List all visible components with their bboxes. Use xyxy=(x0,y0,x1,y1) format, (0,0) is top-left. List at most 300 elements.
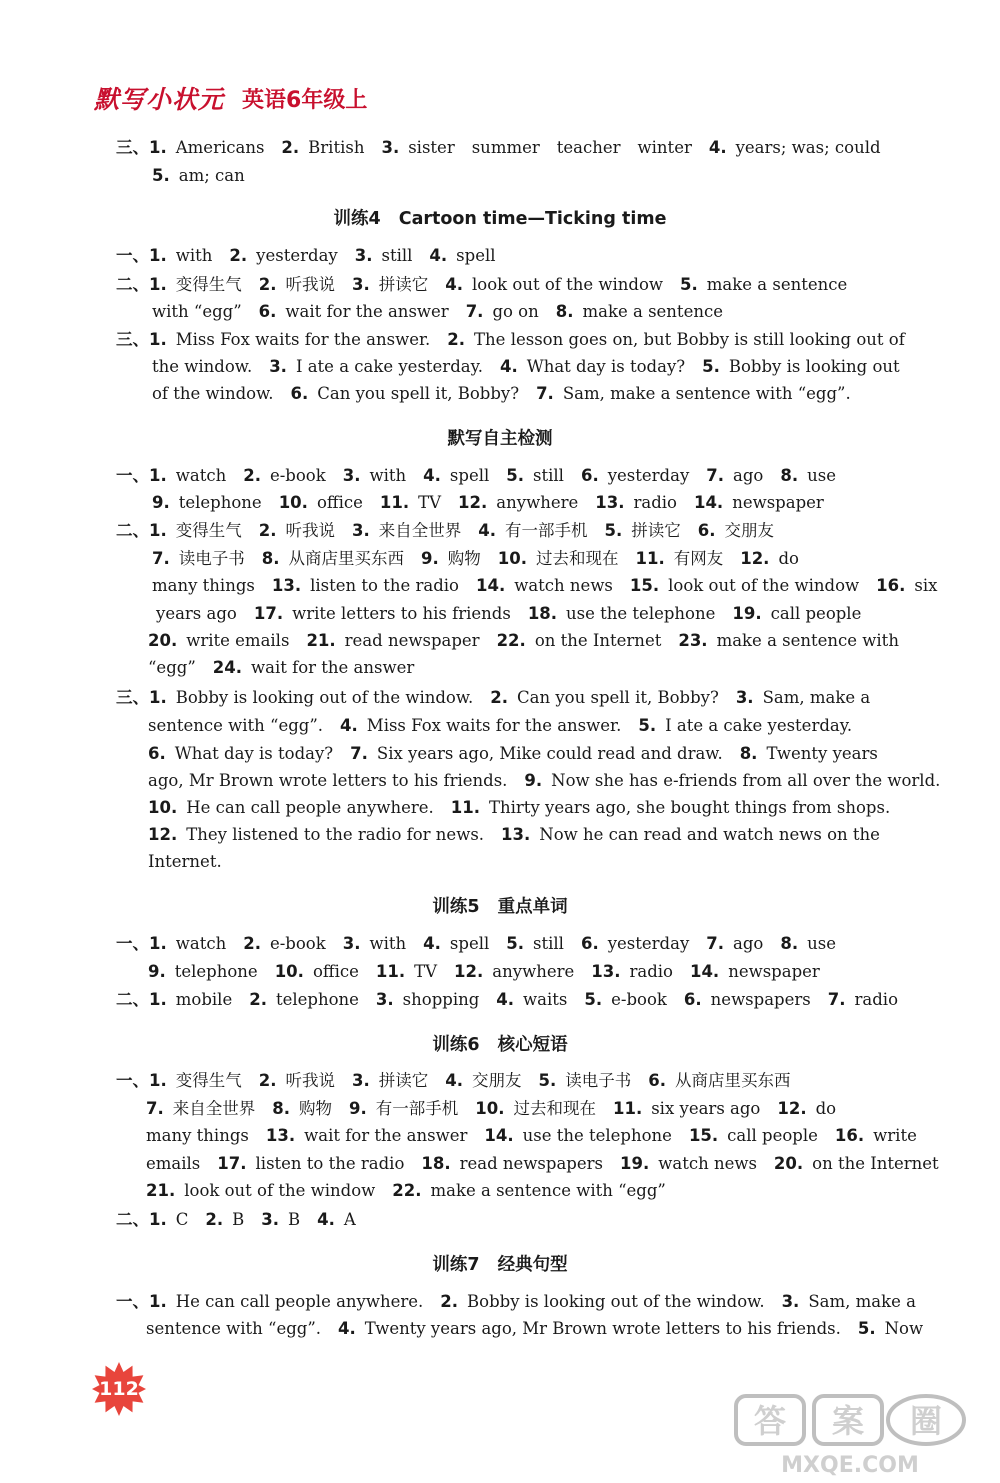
answer-line xyxy=(152,382,851,406)
item-number: 1. xyxy=(149,1210,167,1229)
answer-text: go on xyxy=(492,302,539,321)
answer-text: radio xyxy=(854,990,898,1009)
answer-text: listen to the radio xyxy=(255,1154,405,1173)
item-number: 4. xyxy=(478,521,496,540)
answer-text: Now she has e-friends from all over the world. xyxy=(551,771,941,790)
answer-line xyxy=(146,1317,923,1341)
item-number: 7. xyxy=(146,1099,164,1118)
item-number: 3. xyxy=(352,275,370,294)
answer-text: call people xyxy=(770,604,862,623)
answer-text: Now he can read and watch news on the xyxy=(539,825,880,844)
answer-text: 读电子书 xyxy=(178,549,245,568)
item-number: 22. xyxy=(496,631,526,650)
answer-text: with xyxy=(369,934,407,953)
answer-text: 拼读它 xyxy=(378,275,429,294)
item-number: 15. xyxy=(629,576,660,595)
answer-line xyxy=(146,1097,836,1121)
svg-text:案: 案 xyxy=(831,1402,865,1440)
answer-text: 听我说 xyxy=(285,1071,335,1090)
answer-text: use xyxy=(807,466,836,485)
item-number: 21. xyxy=(146,1181,176,1200)
answer-text: still xyxy=(533,934,564,953)
item-number: 8. xyxy=(555,302,574,321)
answer-text: wait for the answer xyxy=(251,658,415,677)
question-marker: 三、 xyxy=(116,330,149,349)
item-number: 10. xyxy=(497,549,527,568)
item-number: 11. xyxy=(635,549,665,568)
item-number: 7. xyxy=(350,744,368,763)
answer-line xyxy=(152,491,824,515)
answer-text: am; can xyxy=(178,166,245,185)
question-marker: 一、 xyxy=(116,246,149,265)
item-number: 3. xyxy=(352,1071,370,1090)
item-number: 7. xyxy=(465,302,484,321)
answer-text: six xyxy=(914,576,938,595)
item-number: 5. xyxy=(857,1319,876,1338)
answer-line xyxy=(146,1179,666,1203)
answer-text: B xyxy=(288,1210,301,1229)
item-number: 3. xyxy=(352,521,370,540)
item-number: 3. xyxy=(381,138,400,157)
answer-text: Sam, make a xyxy=(808,1292,916,1311)
answer-text: 拼读它 xyxy=(378,1071,429,1090)
item-number: 2. xyxy=(249,990,267,1009)
item-number: 5. xyxy=(538,1071,557,1090)
answer-text: summer xyxy=(471,138,540,157)
item-number: 7. xyxy=(536,384,554,403)
item-number: 9. xyxy=(152,493,170,512)
answer-text: 拼读它 xyxy=(631,521,681,540)
answer-line xyxy=(152,355,900,379)
item-number: 4. xyxy=(423,934,441,953)
item-number: 8. xyxy=(739,744,758,763)
section-heading-self-check: 默写自主检测 xyxy=(447,429,553,449)
item-number: 6. xyxy=(580,934,599,953)
answer-text: Thirty years ago, she bought things from shops. xyxy=(489,798,891,817)
item-number: 2. xyxy=(229,246,248,265)
answer-line xyxy=(156,602,861,626)
answer-text: listen to the radio xyxy=(310,576,459,595)
section-heading-4: 训练4 Cartoon time—Ticking time xyxy=(333,209,667,229)
answer-text: still xyxy=(533,466,564,485)
answer-text: look out of the window xyxy=(184,1181,376,1200)
item-number: 9. xyxy=(349,1099,367,1118)
answer-text: many things xyxy=(146,1126,249,1145)
answer-text: Miss Fox waits for the answer. xyxy=(366,716,622,735)
item-number: 5. xyxy=(638,716,657,735)
item-number: 19. xyxy=(620,1154,650,1173)
answer-text: make a sentence xyxy=(582,302,723,321)
answer-text: He can call people anywhere. xyxy=(186,798,434,817)
item-number: 2. xyxy=(258,521,277,540)
answer-text: e-book xyxy=(269,466,326,485)
answer-text: read newspapers xyxy=(459,1154,603,1173)
item-number: 10. xyxy=(148,798,178,817)
answer-text: telephone xyxy=(275,990,359,1009)
item-number: 7. xyxy=(706,934,725,953)
answer-text: with “egg” xyxy=(152,302,242,321)
answer-text: 读电子书 xyxy=(565,1071,632,1090)
item-number: 12. xyxy=(777,1099,807,1118)
answer-line xyxy=(146,1124,917,1148)
item-number: 8. xyxy=(780,934,799,953)
item-number: 16. xyxy=(834,1126,865,1145)
answer-text: ago xyxy=(733,934,764,953)
answer-text: sister xyxy=(408,138,455,157)
answer-text: ago, Mr Brown wrote letters to his friends. xyxy=(148,771,508,790)
page-number-badge xyxy=(92,1362,146,1416)
item-number: 7. xyxy=(152,549,170,568)
answer-line xyxy=(148,656,414,680)
answer-text: spell xyxy=(456,246,496,265)
item-number: 13. xyxy=(265,1126,296,1145)
answer-line xyxy=(116,136,881,160)
answer-text: Sam, make a xyxy=(762,688,871,707)
item-number: 5. xyxy=(702,357,720,376)
answer-line xyxy=(116,328,905,352)
answer-text: shopping xyxy=(402,990,480,1009)
answer-line xyxy=(116,519,774,543)
item-number: 4. xyxy=(445,275,463,294)
item-number: 13. xyxy=(591,962,621,981)
answer-text: yesterday xyxy=(256,246,338,265)
answer-text: 从商店里买东西 xyxy=(675,1071,791,1090)
answer-text: He can call people anywhere. xyxy=(175,1292,424,1311)
item-number: 20. xyxy=(773,1154,804,1173)
item-number: 3. xyxy=(342,466,361,485)
answer-text: ago xyxy=(733,466,764,485)
answer-text: make a sentence xyxy=(706,275,848,294)
question-marker: 一、 xyxy=(116,1071,149,1090)
answer-text: Now xyxy=(884,1319,924,1338)
item-number: 13. xyxy=(501,825,531,844)
item-number: 8. xyxy=(261,549,280,568)
answer-text: 来自全世界 xyxy=(378,521,462,540)
item-number: 13. xyxy=(271,576,302,595)
item-number: 3. xyxy=(261,1210,280,1229)
answer-text: telephone xyxy=(178,493,262,512)
item-number: 5. xyxy=(506,466,525,485)
answer-line xyxy=(116,464,836,488)
item-number: 4. xyxy=(317,1210,335,1229)
answer-line xyxy=(116,244,496,268)
item-number: 6. xyxy=(580,466,599,485)
answer-text: sentence with “egg”. xyxy=(148,716,324,735)
question-marker: 一、 xyxy=(116,934,149,953)
item-number: 22. xyxy=(392,1181,422,1200)
answer-text: 购物 xyxy=(447,549,481,568)
item-number: 5. xyxy=(584,990,603,1009)
item-number: 8. xyxy=(272,1099,290,1118)
answer-text: 变得生气 xyxy=(175,521,242,540)
item-number: 3. xyxy=(375,990,394,1009)
answer-text: winter xyxy=(637,138,692,157)
item-number: 2. xyxy=(281,138,300,157)
item-number: 1. xyxy=(149,990,167,1009)
item-number: 11. xyxy=(375,962,406,981)
answer-text: anywhere xyxy=(492,962,575,981)
section-heading-7: 训练7 经典句型 xyxy=(432,1255,568,1275)
answer-text: read newspaper xyxy=(344,631,480,650)
answer-text: wait for the answer xyxy=(304,1126,468,1145)
answer-text: use the telephone xyxy=(522,1126,672,1145)
item-number: 11. xyxy=(450,798,481,817)
answer-line xyxy=(148,742,878,766)
answer-text: 来自全世界 xyxy=(172,1099,256,1118)
answer-text: 过去和现在 xyxy=(535,549,619,568)
item-number: 1. xyxy=(149,1071,167,1090)
item-number: 16. xyxy=(876,576,906,595)
answer-text: on the Internet xyxy=(812,1154,939,1173)
item-number: 7. xyxy=(706,466,725,485)
item-number: 2. xyxy=(258,1071,277,1090)
answer-line xyxy=(116,1069,791,1093)
item-number: 4. xyxy=(423,466,441,485)
answer-text: 过去和现在 xyxy=(513,1099,596,1118)
answer-text: e-book xyxy=(269,934,326,953)
answer-text: 有一部手机 xyxy=(505,521,588,540)
answer-text: e-book xyxy=(611,990,667,1009)
item-number: 6. xyxy=(683,990,702,1009)
answer-line xyxy=(148,714,852,738)
item-number: 8. xyxy=(780,466,799,485)
item-number: 5. xyxy=(680,275,698,294)
item-number: 6. xyxy=(290,384,309,403)
item-number: 2. xyxy=(440,1292,459,1311)
answer-text: yesterday xyxy=(607,934,690,953)
item-number: 7. xyxy=(827,990,846,1009)
item-number: 1. xyxy=(149,1292,167,1311)
answer-text: Americans xyxy=(175,138,265,157)
answer-text: I ate a cake yesterday. xyxy=(665,716,853,735)
question-marker: 一、 xyxy=(116,1292,149,1311)
answer-text: newspapers xyxy=(710,990,811,1009)
answer-text: radio xyxy=(629,962,673,981)
answer-text: Twenty years ago, Mr Brown wrote letters to his friends. xyxy=(364,1319,841,1338)
answer-text: write letters to his friends xyxy=(292,604,511,623)
item-number: 1. xyxy=(149,246,167,265)
item-number: 14. xyxy=(689,962,720,981)
item-number: 1. xyxy=(149,275,167,294)
item-number: 5. xyxy=(152,166,170,185)
answer-text: spell xyxy=(449,466,490,485)
section-heading-5: 训练5 重点单词 xyxy=(432,897,568,917)
item-number: 12. xyxy=(458,493,488,512)
answer-text: watch news xyxy=(658,1154,757,1173)
answer-line xyxy=(152,164,245,188)
answer-text: Can you spell it, Bobby? xyxy=(517,688,719,707)
item-number: 5. xyxy=(604,521,623,540)
answer-line xyxy=(116,273,847,297)
answer-text: 听我说 xyxy=(285,521,335,540)
answer-text: watch xyxy=(175,466,227,485)
answer-line xyxy=(116,1290,916,1314)
book-title: 英语6年级上 xyxy=(242,87,368,113)
item-number: 9. xyxy=(148,962,166,981)
answer-text: “egg” xyxy=(148,658,196,677)
question-marker: 三、 xyxy=(116,138,149,157)
answer-text: years; was; could xyxy=(735,138,881,157)
answer-text: anywhere xyxy=(496,493,579,512)
answer-text: 交朋友 xyxy=(472,1071,522,1090)
item-number: 6. xyxy=(697,521,716,540)
item-number: 11. xyxy=(612,1099,643,1118)
answer-text: wait for the answer xyxy=(285,302,449,321)
answer-text: with xyxy=(175,246,213,265)
item-number: 10. xyxy=(475,1099,505,1118)
answer-text: write xyxy=(873,1126,917,1145)
answer-line xyxy=(152,574,937,598)
answer-text: watch news xyxy=(514,576,613,595)
item-number: 19. xyxy=(732,604,762,623)
item-number: 10. xyxy=(274,962,304,981)
answer-text: 变得生气 xyxy=(175,1071,242,1090)
answer-text: newspaper xyxy=(728,962,820,981)
answer-text: Twenty years xyxy=(766,744,878,763)
item-number: 3. xyxy=(735,688,754,707)
answer-text: office xyxy=(316,493,363,512)
item-number: 1. xyxy=(149,466,167,485)
item-number: 1. xyxy=(149,934,167,953)
item-number: 15. xyxy=(688,1126,719,1145)
answer-text: Bobby is looking out of the window. xyxy=(467,1292,765,1311)
answer-line xyxy=(148,823,880,847)
answer-line xyxy=(148,769,940,793)
question-marker: 一、 xyxy=(116,466,149,485)
answer-text: on the Internet xyxy=(534,631,662,650)
answer-text: C xyxy=(175,1210,189,1229)
item-number: 4. xyxy=(708,138,727,157)
answer-line xyxy=(148,796,890,820)
answer-text: spell xyxy=(449,934,490,953)
svg-text:圈: 圈 xyxy=(909,1402,943,1440)
answer-line xyxy=(146,1152,939,1176)
answer-line xyxy=(116,1208,356,1232)
answer-text: What day is today? xyxy=(174,744,334,763)
question-marker: 三、 xyxy=(116,688,149,707)
item-number: 12. xyxy=(454,962,484,981)
answer-text: Internet. xyxy=(148,852,222,871)
item-number: 4. xyxy=(340,716,358,735)
answer-text: Six years ago, Mike could read and draw. xyxy=(376,744,723,763)
answer-text: 听我说 xyxy=(285,275,335,294)
answer-text: the window. xyxy=(152,357,253,376)
answer-text: call people xyxy=(727,1126,818,1145)
answer-line xyxy=(116,988,898,1012)
answer-text: 变得生气 xyxy=(175,275,242,294)
item-number: 6. xyxy=(648,1071,666,1090)
answer-text: Can you spell it, Bobby? xyxy=(317,384,520,403)
answer-text: write emails xyxy=(186,631,290,650)
answer-text: TV xyxy=(418,493,442,512)
item-number: 1. xyxy=(149,330,167,349)
item-number: 14. xyxy=(475,576,506,595)
item-number: 12. xyxy=(740,549,770,568)
answer-text: They listened to the radio for news. xyxy=(186,825,485,844)
item-number: 9. xyxy=(421,549,439,568)
answer-text: TV xyxy=(414,962,438,981)
answer-line xyxy=(116,686,870,710)
answer-text: radio xyxy=(633,493,677,512)
answer-text: still xyxy=(381,246,413,265)
item-number: 14. xyxy=(693,493,724,512)
answer-text: six years ago xyxy=(651,1099,761,1118)
svg-text:MXQE.COM: MXQE.COM xyxy=(781,1453,919,1478)
answer-text: do xyxy=(815,1099,837,1118)
page-number: 112 xyxy=(99,1378,139,1400)
answer-line xyxy=(148,850,222,874)
answer-text: 有一部手机 xyxy=(375,1099,459,1118)
item-number: 2. xyxy=(258,275,277,294)
item-number: 14. xyxy=(484,1126,514,1145)
answer-text: make a sentence with xyxy=(716,631,899,650)
answer-line xyxy=(148,629,899,653)
brand-logo: 默写小状元 xyxy=(94,85,225,114)
answer-text: Miss Fox waits for the answer. xyxy=(175,330,431,349)
item-number: 20. xyxy=(148,631,178,650)
item-number: 18. xyxy=(527,604,558,623)
item-number: 2. xyxy=(205,1210,224,1229)
answer-text: Bobby is looking out xyxy=(728,357,900,376)
answer-text: do xyxy=(778,549,799,568)
question-marker: 二、 xyxy=(116,990,149,1009)
answer-text: 有网友 xyxy=(673,549,724,568)
answer-text: newspaper xyxy=(732,493,824,512)
item-number: 2. xyxy=(490,688,509,707)
answer-text: British xyxy=(308,138,365,157)
svg-text:答: 答 xyxy=(753,1402,787,1440)
answer-text: mobile xyxy=(175,990,233,1009)
item-number: 17. xyxy=(253,604,284,623)
question-marker: 二、 xyxy=(116,275,149,294)
item-number: 1. xyxy=(149,521,167,540)
item-number: 3. xyxy=(342,934,361,953)
answer-text: use the telephone xyxy=(566,604,716,623)
watermark-logo xyxy=(730,1392,970,1478)
item-number: 4. xyxy=(496,990,515,1009)
answer-text: office xyxy=(312,962,359,981)
answer-line xyxy=(152,547,799,571)
item-number: 11. xyxy=(379,493,410,512)
answer-text: B xyxy=(232,1210,245,1229)
answer-text: look out of the window xyxy=(668,576,860,595)
item-number: 6. xyxy=(148,744,166,763)
answer-text: telephone xyxy=(174,962,258,981)
item-number: 21. xyxy=(306,631,336,650)
answer-text: What day is today? xyxy=(526,357,686,376)
answer-text: of the window. xyxy=(152,384,274,403)
answer-text: watch xyxy=(175,934,227,953)
item-number: 3. xyxy=(354,246,373,265)
answer-line xyxy=(148,960,820,984)
item-number: 23. xyxy=(678,631,708,650)
item-number: 2. xyxy=(243,466,261,485)
answer-text: Sam, make a sentence with “egg”. xyxy=(562,384,851,403)
answer-text: teacher xyxy=(556,138,621,157)
item-number: 4. xyxy=(499,357,518,376)
item-number: 1. xyxy=(149,138,167,157)
answer-text: 从商店里买东西 xyxy=(288,549,404,568)
item-number: 4. xyxy=(338,1319,356,1338)
item-number: 3. xyxy=(781,1292,800,1311)
item-number: 2. xyxy=(447,330,466,349)
item-number: 5. xyxy=(506,934,525,953)
item-number: 13. xyxy=(595,493,625,512)
answer-text: 交朋友 xyxy=(724,521,774,540)
question-marker: 二、 xyxy=(116,521,149,540)
answer-text: A xyxy=(343,1210,356,1229)
answer-text: sentence with “egg”. xyxy=(146,1319,322,1338)
